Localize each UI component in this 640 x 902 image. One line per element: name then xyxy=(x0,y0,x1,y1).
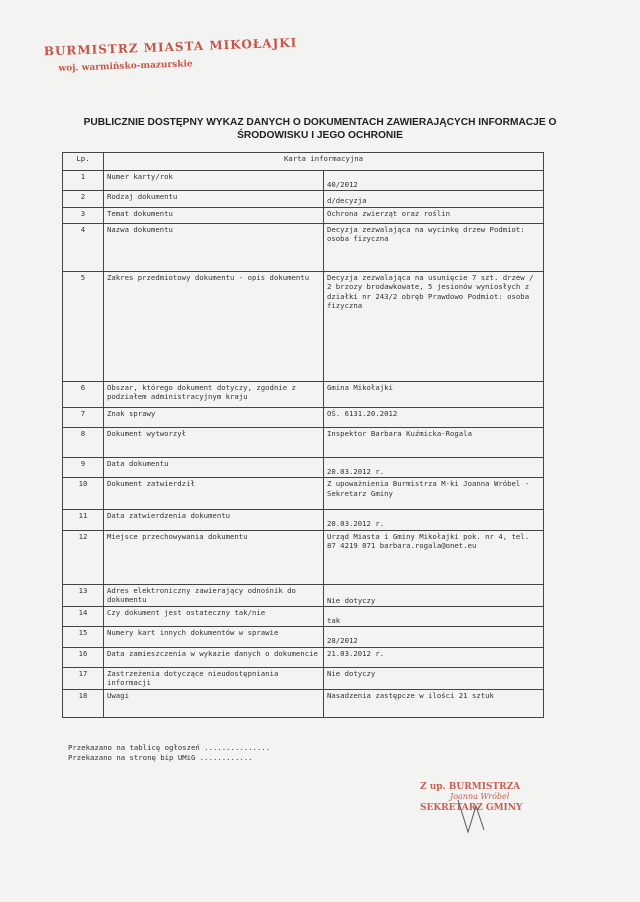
row-label: Data zatwierdzenia dokumentu xyxy=(104,510,324,530)
table-row xyxy=(63,427,544,457)
row-value xyxy=(324,207,544,223)
stamp-top-line2: woj. warmińsko-mazurskie xyxy=(58,59,193,74)
table-row xyxy=(63,530,544,584)
row-value xyxy=(324,223,544,271)
table-row xyxy=(63,457,544,477)
row-value xyxy=(324,407,544,427)
table-row xyxy=(63,510,544,530)
row-label: Nazwa dokumentu xyxy=(104,223,324,271)
row-value xyxy=(324,667,544,689)
row-value-text: Decyzja zezwalająca na usunięcie 7 szt. drzew / 2 brzozy brodawkowate, 5 jesionów wyniosłych z działki nr 243/2 obręb Prawdowo Podmiot: osoba fizyczna xyxy=(327,272,534,311)
row-value xyxy=(324,689,544,717)
row-value-text: Nie dotyczy xyxy=(327,595,376,605)
row-value-text: 21.03.2012 r. xyxy=(327,648,385,658)
signature-stamp xyxy=(420,782,522,813)
row-value xyxy=(324,271,544,381)
document-title xyxy=(50,116,590,142)
row-number: 1 xyxy=(63,171,104,191)
signature-scribble-icon xyxy=(454,796,494,836)
table-row xyxy=(63,271,544,381)
table-header-row xyxy=(63,153,544,171)
table-row xyxy=(63,191,544,207)
row-value-text: Ochrona zwierząt oraz roślin xyxy=(327,208,451,218)
footer-notes xyxy=(68,743,270,763)
row-label: Numer karty/rok xyxy=(104,171,324,191)
stamp-top-line1: BURMISTRZ MIASTA MIKOŁAJKI xyxy=(43,35,298,59)
footer-line1: Przekazano na tablicę ogłoszeń ............... xyxy=(68,743,271,752)
row-label: Dokument wytworzył xyxy=(104,427,324,457)
row-value xyxy=(324,510,544,530)
title-line2: ŚRODOWISKU I JEGO OCHRONIE xyxy=(237,130,403,141)
row-number: 2 xyxy=(63,191,104,207)
row-value xyxy=(324,584,544,606)
header-card: Karta informacyjna xyxy=(104,153,544,171)
table-row xyxy=(63,223,544,271)
row-number: 3 xyxy=(63,207,104,223)
row-value-text: 20.03.2012 r. xyxy=(327,466,385,476)
row-value-text: Urząd Miasta i Gminy Mikołajki pok. nr 4, tel. 87 4219 071 barbara.rogala@onet.eu xyxy=(327,531,530,551)
row-number: 17 xyxy=(63,667,104,689)
official-stamp-top xyxy=(44,36,299,75)
table-row xyxy=(63,667,544,689)
info-card-table xyxy=(62,152,544,718)
row-value xyxy=(324,627,544,647)
table-row xyxy=(63,478,544,510)
row-number: 13 xyxy=(63,584,104,606)
row-value-text: Nasadzenia zastępcze w ilości 21 sztuk xyxy=(327,690,494,700)
stamp-bottom-line1: Z up. BURMISTRZA xyxy=(420,782,521,792)
row-label: Uwagi xyxy=(104,689,324,717)
row-number: 16 xyxy=(63,647,104,667)
row-value xyxy=(324,647,544,667)
table-row xyxy=(63,207,544,223)
row-label: Temat dokumentu xyxy=(104,207,324,223)
signature: Joanna Wróbel xyxy=(450,792,510,801)
row-value-text: Nie dotyczy xyxy=(327,668,376,678)
row-value-text: Gmina Mikołajki xyxy=(327,382,393,392)
row-label: Data dokumentu xyxy=(104,457,324,477)
row-number: 11 xyxy=(63,510,104,530)
table-row xyxy=(63,407,544,427)
row-number: 8 xyxy=(63,427,104,457)
table-row xyxy=(63,607,544,627)
table-row xyxy=(63,171,544,191)
row-value-text: 28/2012 xyxy=(327,636,358,646)
title-line1: PUBLICZNIE DOSTĘPNY WYKAZ DANYCH O DOKUMENTACH ZAWIERAJĄCYCH INFORMACJE O xyxy=(83,117,557,128)
header-lp: Lp. xyxy=(63,153,104,171)
row-value-text: tak xyxy=(327,616,341,626)
row-value xyxy=(324,427,544,457)
row-number: 5 xyxy=(63,271,104,381)
row-value-text: d/decyzja xyxy=(327,196,367,206)
row-label: Obszar, którego dokument dotyczy, zgodnie z podziałem administracyjnym kraju xyxy=(104,381,324,407)
row-label: Znak sprawy xyxy=(104,407,324,427)
row-number: 18 xyxy=(63,689,104,717)
row-label: Dokument zatwierdził xyxy=(104,478,324,510)
table-row xyxy=(63,627,544,647)
row-number: 12 xyxy=(63,530,104,584)
row-number: 15 xyxy=(63,627,104,647)
row-value-text: OŚ. 6131.20.2012 xyxy=(327,408,398,418)
row-value xyxy=(324,191,544,207)
row-label: Rodzaj dokumentu xyxy=(104,191,324,207)
row-number: 10 xyxy=(63,478,104,510)
row-label: Adres elektroniczny zawierający odnośnik do dokumentu xyxy=(104,584,324,606)
row-label: Zakres przedmiotowy dokumentu - opis dokumentu xyxy=(104,271,324,381)
row-value-text: Decyzja zezwalająca na wycinkę drzew Podmiot: osoba fizyczna xyxy=(327,224,525,244)
row-label: Zastrzeżenia dotyczące nieudostępniania informacji xyxy=(104,667,324,689)
row-value-text: Z upoważnienia Burmistrza M-ki Joanna Wróbel - Sekretarz Gminy xyxy=(327,479,530,498)
row-value-text: 20.03.2012 r. xyxy=(327,519,385,529)
row-label: Miejsce przechowywania dokumentu xyxy=(104,530,324,584)
row-value-text: 40/2012 xyxy=(327,180,358,189)
row-value xyxy=(324,478,544,510)
row-value-text: Inspektor Barbara Kuźmicka-Rogala xyxy=(327,428,472,438)
row-number: 7 xyxy=(63,407,104,427)
row-label: Czy dokument jest ostateczny tak/nie xyxy=(104,607,324,627)
row-number: 4 xyxy=(63,223,104,271)
table-row xyxy=(63,584,544,606)
row-value xyxy=(324,530,544,584)
row-value xyxy=(324,607,544,627)
table-row xyxy=(63,381,544,407)
row-number: 6 xyxy=(63,381,104,407)
table-row xyxy=(63,647,544,667)
row-number: 9 xyxy=(63,457,104,477)
row-value xyxy=(324,457,544,477)
row-value xyxy=(324,171,544,191)
footer-line2: Przekazano na stronę bip UMiG ............ xyxy=(68,753,253,762)
table-row xyxy=(63,689,544,717)
row-number: 14 xyxy=(63,607,104,627)
row-value xyxy=(324,381,544,407)
row-label: Data zamieszczenia w wykazie danych o dokumencie xyxy=(104,647,324,667)
row-label: Numery kart innych dokumentów w sprawie xyxy=(104,627,324,647)
stamp-bottom-line3: SEKRETARZ GMINY xyxy=(420,803,523,813)
